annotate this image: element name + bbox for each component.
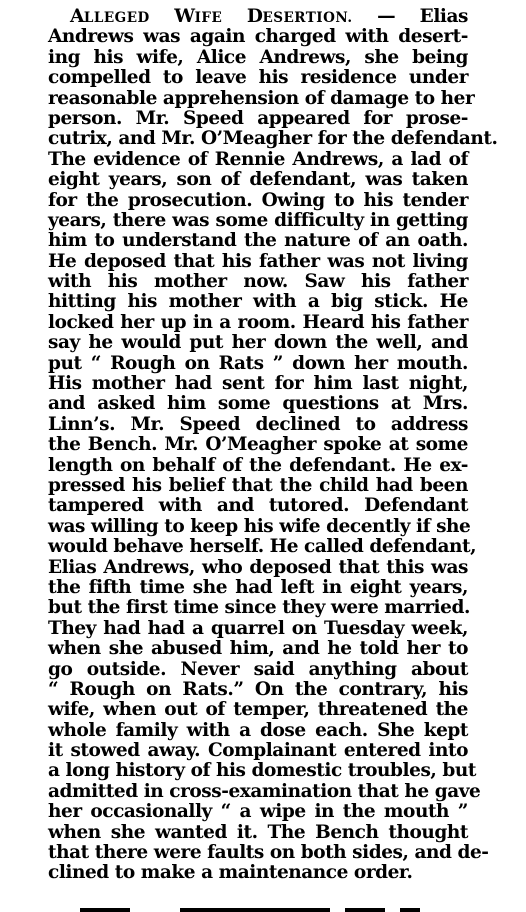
body-text-line: cutrix, and Mr. O’Meagher for the defendant. [48, 128, 498, 150]
body-text-line: length on behalf of the defendant. He ex- [48, 454, 468, 476]
body-text-line: her occasionally “ a wipe in the mouth ” [48, 801, 468, 823]
body-text-line: Linn’s. Mr. Speed declined to address [48, 413, 468, 435]
headline-word-cap: W [174, 6, 195, 27]
body-text-line: eight years, son of defendant, was taken [48, 169, 468, 191]
headline-line [48, 7, 468, 27]
body-text-line: when she wanted it. The Bench thought [48, 821, 468, 843]
body-text-line: the fifth time she had left in eight years, [48, 576, 468, 598]
next-article-cutoff [60, 900, 420, 912]
body-text-line: The evidence of Rennie Andrews, a lad of [48, 148, 468, 170]
body-text-line: and asked him some questions at Mrs. [48, 393, 468, 415]
body-text-line: clined to make a maintenance order. [48, 862, 413, 884]
headline-word-rest: ESERTION. [262, 10, 353, 26]
article-body [48, 26, 498, 884]
headline-word-rest: LLEGED [83, 10, 150, 26]
body-text-line: Andrews was again charged with desert- [48, 26, 468, 48]
body-text-line: a long history of his domestic troubles, but [48, 760, 476, 782]
body-text-line: He deposed that his father was not living [48, 250, 468, 272]
body-text-line: put “ Rough on Rats ” down her mouth. [48, 352, 468, 374]
body-text-line: His mother had sent for him last night, [48, 373, 468, 395]
body-text-line: pressed his belief that the child had been [48, 474, 468, 496]
body-text-line: tampered with and tutored. Defendant [48, 495, 468, 517]
body-text-line: “ Rough on Rats.” On the contrary, his [48, 678, 468, 700]
body-text-line: whole family with a dose each. She kept [48, 719, 468, 741]
body-text-line: locked her up in a room. Heard his father [48, 311, 468, 333]
body-text-line: Elias Andrews, who deposed that this was [48, 556, 468, 578]
body-text-line: him to understand the nature of an oath. [48, 230, 468, 252]
body-text-line: would behave herself. He called defendant, [48, 536, 477, 558]
body-text-line: say he would put her down the well, and [48, 332, 468, 354]
body-text-line: reasonable apprehension of damage to her [48, 87, 475, 109]
body-text-line: compelled to leave his residence under [48, 67, 468, 89]
body-text-line: — Elias [377, 6, 468, 27]
body-text-line: hitting his mother with a big stick. He [48, 291, 468, 313]
body-text-line: go outside. Never said anything about [48, 658, 468, 680]
body-text-line: person. Mr. Speed appeared for prose- [48, 107, 468, 129]
body-text-line: when she abused him, and he told her to [48, 638, 468, 660]
headline-word-cap: D [246, 6, 263, 27]
article-column [48, 6, 498, 884]
body-text-line: it stowed away. Complainant entered into [48, 740, 468, 762]
body-text-line: was willing to keep his wife decently if she [48, 515, 471, 537]
body-text-line: years, there was some difficulty in getting [48, 209, 468, 231]
body-text-line: admitted in cross-examination that he gave [48, 780, 481, 802]
body-text-line: that there were faults on both sides, and de- [48, 842, 489, 864]
body-text-line: the Bench. Mr. O’Meagher spoke at some [48, 434, 468, 456]
body-text-line: but the first time since they were married. [48, 597, 470, 619]
headline-word-rest: IFE [194, 10, 223, 26]
body-text-line: for the prosecution. Owing to his tender [48, 189, 468, 211]
body-text-line: with his mother now. Saw his father [48, 271, 468, 293]
article-headline [70, 6, 377, 27]
body-text-line: wife, when out of temper, threatened the [48, 699, 468, 721]
body-text-line: They had had a quarrel on Tuesday week, [48, 617, 468, 639]
body-text-line: ing his wife, Alice Andrews, she being [48, 46, 468, 68]
headline-word-cap: A [70, 6, 84, 27]
